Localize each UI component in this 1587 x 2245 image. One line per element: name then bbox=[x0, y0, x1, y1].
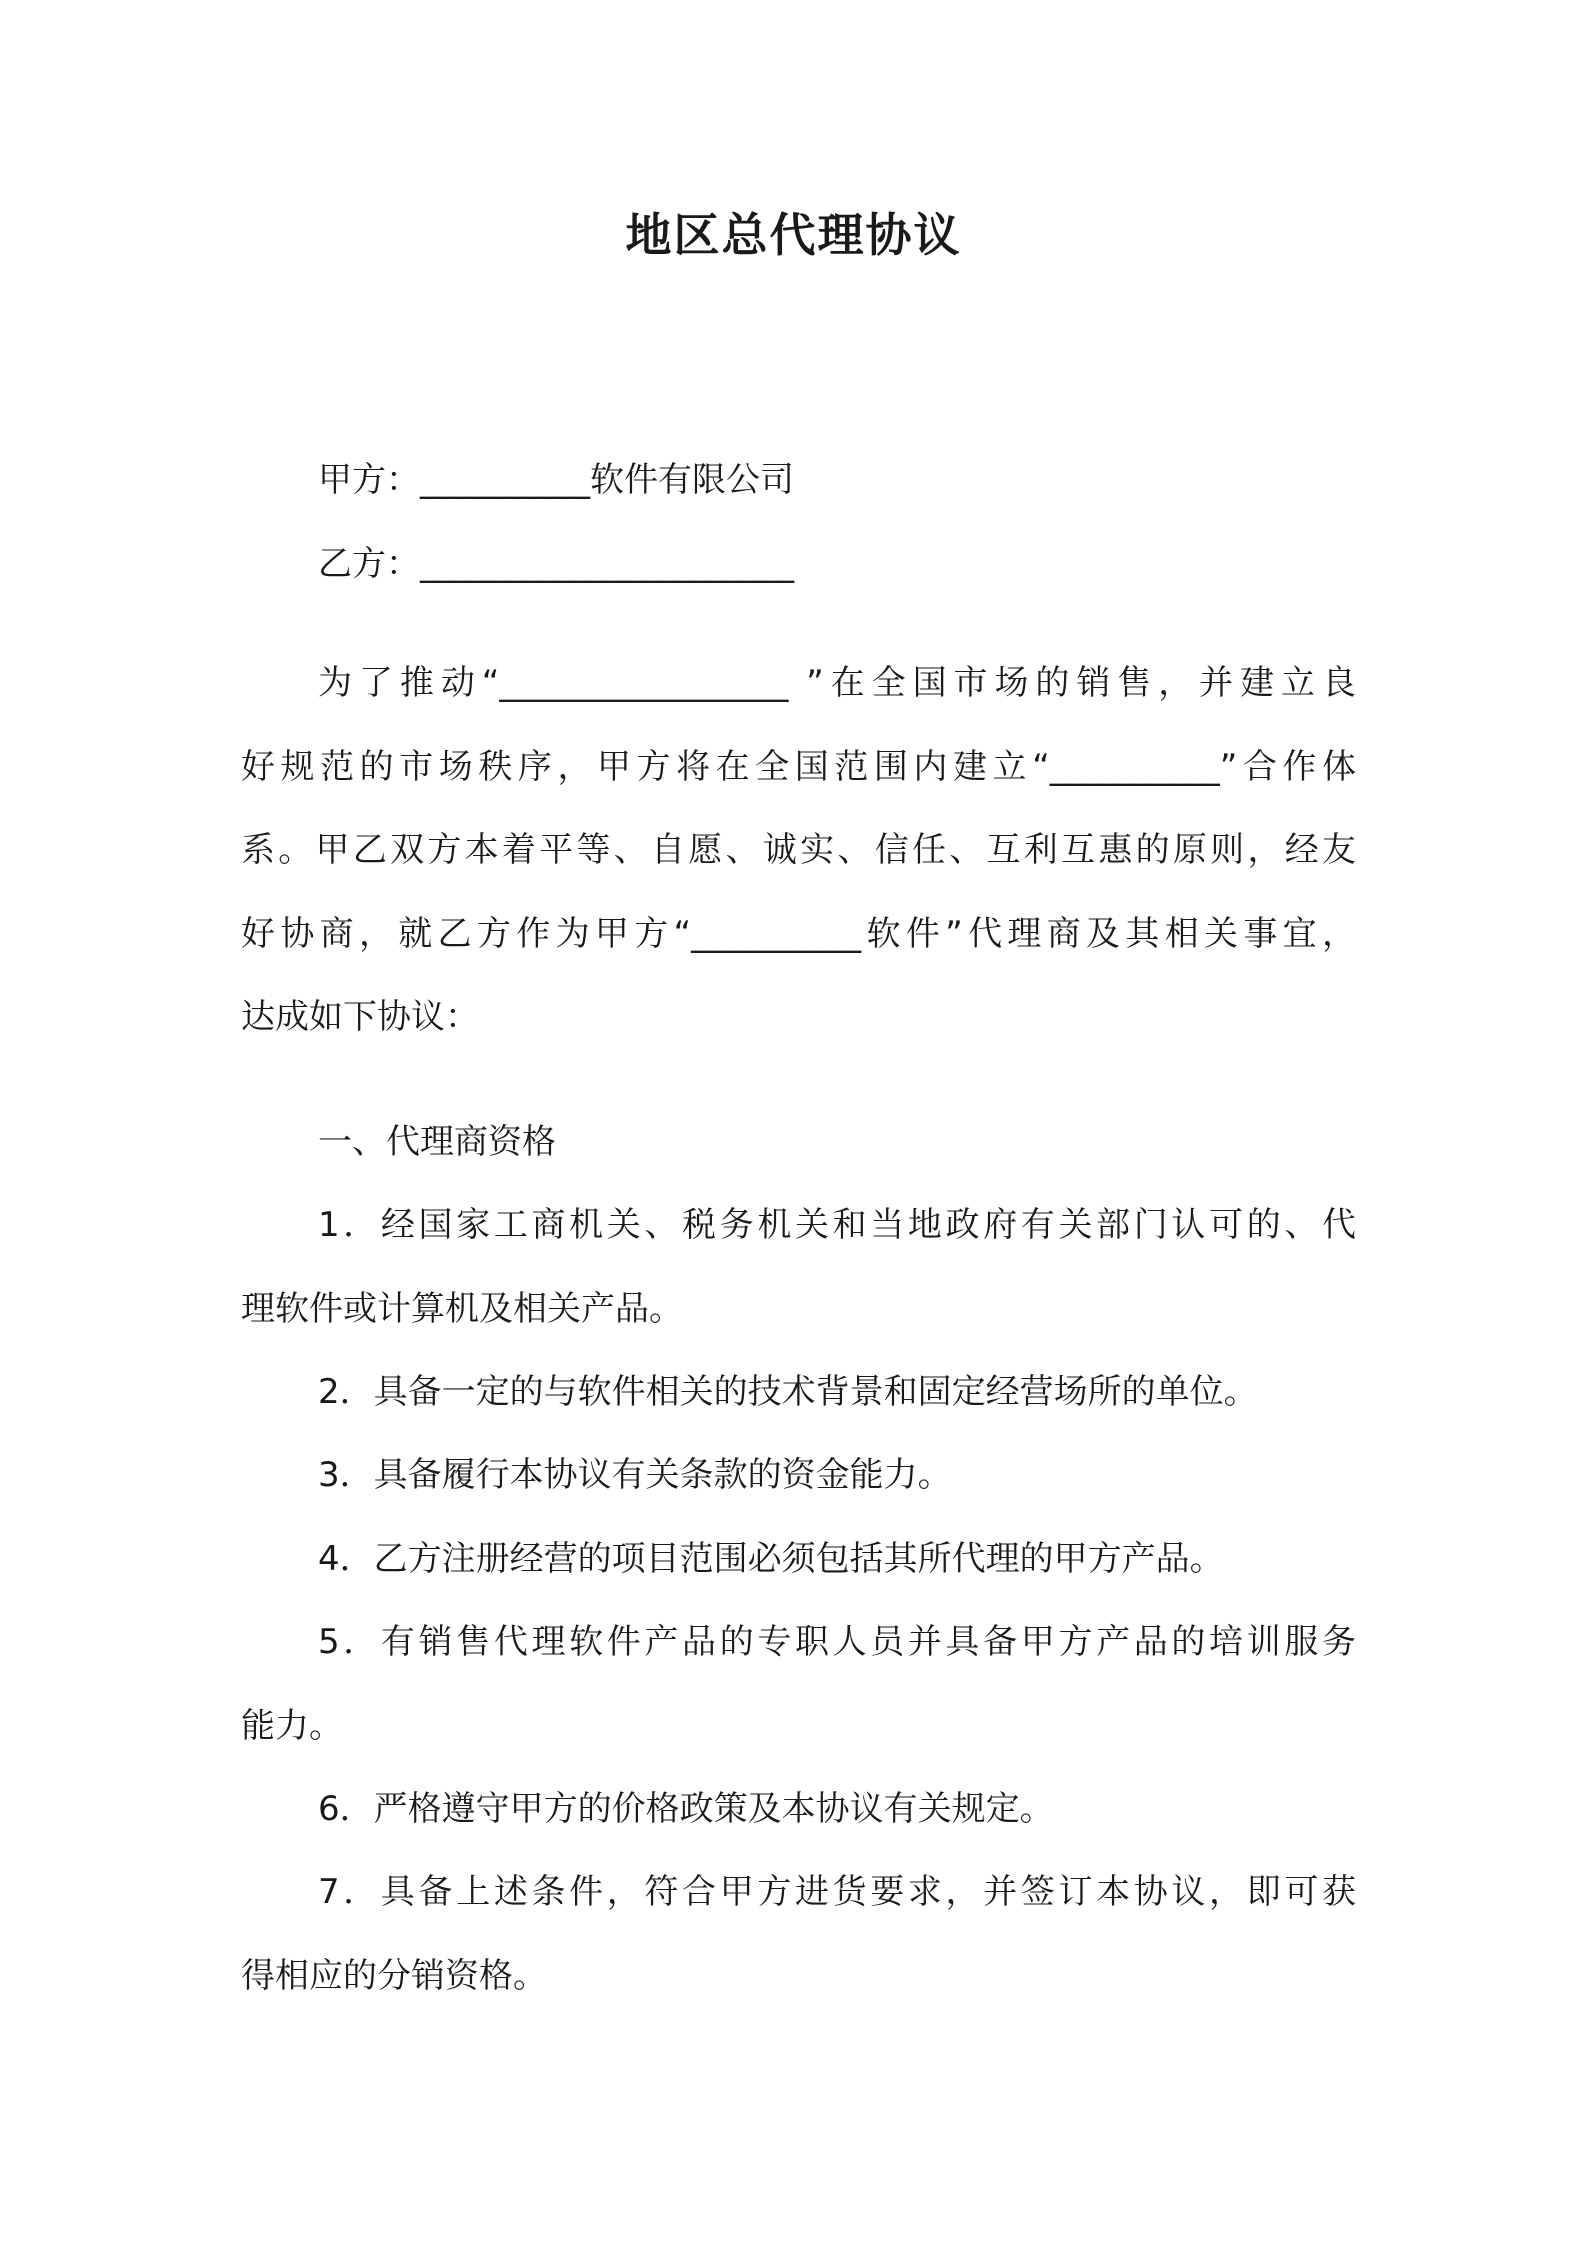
document-title: 地区总代理协议 bbox=[625, 208, 962, 262]
item-line-7: 能力。 bbox=[241, 1706, 343, 1746]
item-line-1: 1．经国家工商机关、税务机关和当地政府有关部门认可的、代 bbox=[318, 1205, 1356, 1245]
item-line-10: 得相应的分销资格。 bbox=[241, 1956, 547, 1996]
party-b-line: 乙方：______________________ bbox=[318, 544, 794, 584]
item-line-2: 理软件或计算机及相关产品。 bbox=[241, 1289, 683, 1329]
item-line-8: 6．严格遵守甲方的价格政策及本协议有关规定。 bbox=[318, 1789, 1054, 1829]
item-line-6: 5．有销售代理软件产品的专职人员并具备甲方产品的培训服务 bbox=[318, 1622, 1356, 1662]
item-line-9: 7．具备上述条件，符合甲方进货要求，并签订本协议，即可获 bbox=[318, 1872, 1356, 1912]
intro-line-1: 为了推动“_________________ ”在全国市场的销售，并建立良 bbox=[318, 663, 1356, 703]
intro-line-3: 系。甲乙双方本着平等、自愿、诚实、信任、互利互惠的原则，经友 bbox=[241, 830, 1356, 870]
intro-line-5: 达成如下协议： bbox=[241, 997, 479, 1037]
section-heading: 一、代理商资格 bbox=[318, 1122, 556, 1162]
item-line-5: 4．乙方注册经营的项目范围必须包括其所代理的甲方产品。 bbox=[318, 1539, 1224, 1579]
item-line-3: 2．具备一定的与软件相关的技术背景和固定经营场所的单位。 bbox=[318, 1372, 1258, 1412]
intro-line-2: 好规范的市场秩序，甲方将在全国范围内建立“__________”合作体 bbox=[241, 747, 1356, 787]
item-line-4: 3．具备履行本协议有关条款的资金能力。 bbox=[318, 1455, 952, 1495]
intro-line-4: 好协商，就乙方作为甲方“__________软件”代理商及其相关事宜， bbox=[241, 914, 1356, 954]
party-a-line: 甲方：__________软件有限公司 bbox=[318, 460, 794, 500]
